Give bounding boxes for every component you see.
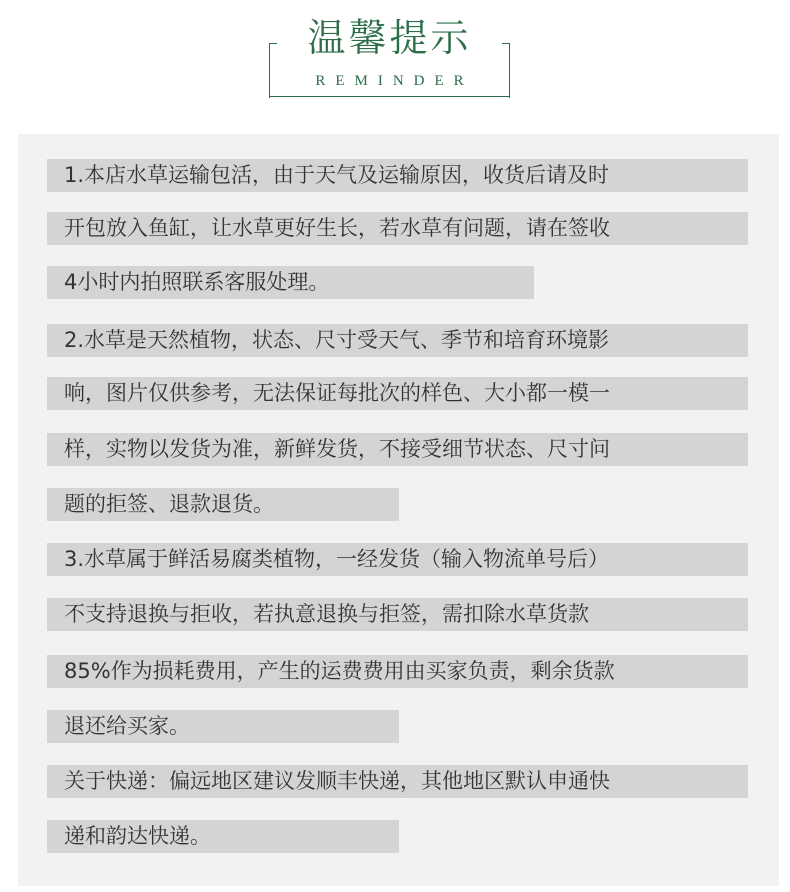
notice-line-1: 1.本店水草运输包活，由于天气及运输原因，收货后请及时: [47, 159, 748, 192]
notice-line-11: 退还给买家。: [47, 710, 399, 743]
notice-line-6: 样，实物以发货为准，新鲜发货，不接受细节状态、尺寸问: [47, 433, 748, 466]
notice-line-8: 3.水草属于鲜活易腐类植物，一经发货（输入物流单号后）: [47, 543, 748, 576]
notice-line-4: 2.水草是天然植物，状态、尺寸受天气、季节和培育环境影: [47, 324, 748, 357]
frame-bottom-line: [269, 96, 510, 97]
notice-line-5: 响，图片仅供参考，无法保证每批次的样色、大小都一模一: [47, 377, 748, 410]
notice-line-10: 85%作为损耗费用，产生的运费费用由买家负责，剩余货款: [47, 655, 748, 688]
notice-line-7: 题的拒签、退款退货。: [47, 488, 399, 521]
notice-line-9: 不支持退换与拒收，若执意退换与拒签，需扣除水草货款: [47, 598, 748, 631]
reminder-header: [0, 0, 790, 130]
page-subtitle: REMINDER: [315, 73, 474, 89]
page-title: 温馨提示: [307, 16, 472, 60]
notice-line-12: 关于快递：偏远地区建议发顺丰快递，其他地区默认申通快: [47, 765, 748, 798]
notice-line-3: 4小时内拍照联系客服处理。: [47, 266, 534, 299]
notice-line-13: 递和韵达快递。: [47, 820, 399, 853]
notice-line-2: 开包放入鱼缸，让水草更好生长，若水草有问题，请在签收: [47, 212, 748, 245]
